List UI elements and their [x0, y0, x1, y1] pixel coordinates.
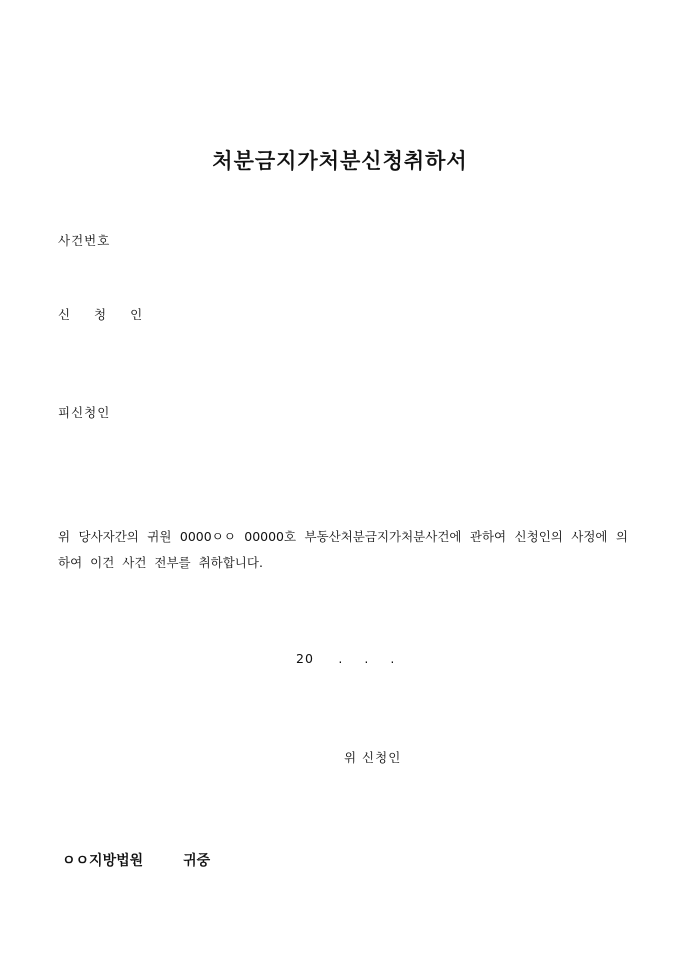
body-paragraph: 위 당사자간의 귀원 0000ㅇㅇ 00000호 부동산처분금지가처분사건에 관하여 신청인의 사정에 의하여 이건 사건 전부를 취하합니다. — [58, 529, 628, 570]
date-separator: . — [338, 651, 344, 666]
date-separator: . — [364, 651, 370, 666]
document-title: 처분금지가처분신청취하서 — [212, 148, 468, 173]
respondent-label: 피신청인 — [58, 405, 111, 420]
signer-line: 위 신청인 — [344, 750, 402, 765]
date-line — [296, 651, 406, 666]
court-honorific: 귀중 — [183, 853, 211, 869]
date-separator: . — [390, 651, 396, 666]
case-number-label: 사건번호 — [58, 233, 111, 248]
court-name: ㅇㅇ지방법원 — [62, 853, 144, 869]
court-addressee — [62, 850, 210, 870]
applicant-label: 신 청 인 — [58, 307, 153, 322]
date-year-prefix: 20 — [296, 651, 314, 666]
